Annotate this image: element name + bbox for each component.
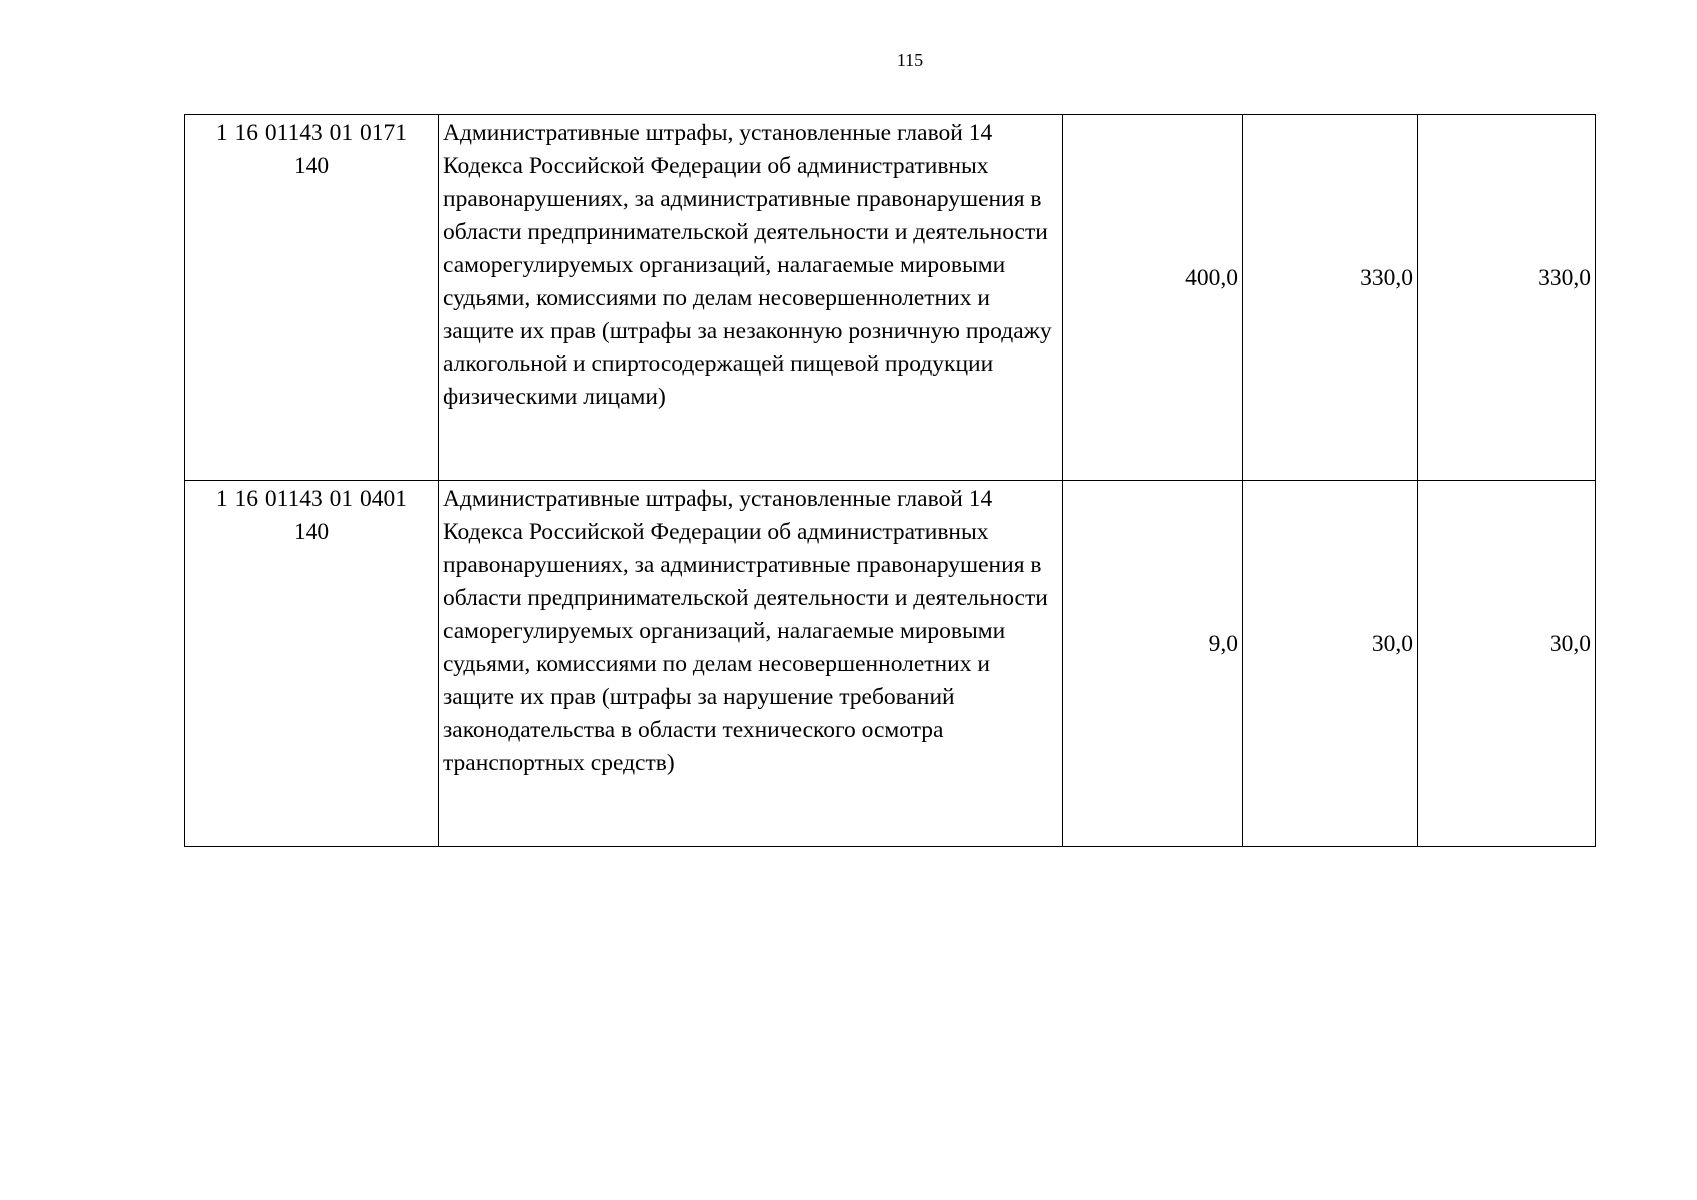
budget-revenue-table — [184, 114, 1596, 847]
amount-cell-2: 30,0 — [1243, 481, 1418, 847]
revenue-code-cell — [185, 481, 439, 847]
amount-cell-1: 400,0 — [1063, 115, 1243, 481]
table-row — [185, 481, 1596, 847]
revenue-code-cell — [185, 115, 439, 481]
amount-cell-3: 330,0 — [1418, 115, 1596, 481]
amount-cell-3: 30,0 — [1418, 481, 1596, 847]
amount-cell-1: 9,0 — [1063, 481, 1243, 847]
revenue-code: 1 16 01143 01 0401 140 — [215, 486, 408, 545]
amount-cell-2: 330,0 — [1243, 115, 1418, 481]
page-number: 115 — [896, 50, 924, 70]
table-row — [185, 115, 1596, 481]
revenue-code: 1 16 01143 01 0171 140 — [215, 120, 408, 179]
revenue-description: Административные штрафы, установленные главой 14 Кодекса Российской Федерации об административных правонарушениях, за административные правонарушения в области предпринимательской деятельности и деятельности саморегулируемых организаций, налагаемые мировыми судьями, комиссиями по делам несовершеннолетних и защите их прав (штрафы за нарушение требований законодательства в области технического осмотра транспортных средств) — [439, 481, 1063, 847]
revenue-description: Административные штрафы, установленные главой 14 Кодекса Российской Федерации об административных правонарушениях, за административные правонарушения в области предпринимательской деятельности и деятельности саморегулируемых организаций, налагаемые мировыми судьями, комиссиями по делам несовершеннолетних и защите их прав (штрафы за незаконную розничную продажу алкогольной и спиртосодержащей пищевой продукции физическими лицами) — [439, 115, 1063, 481]
